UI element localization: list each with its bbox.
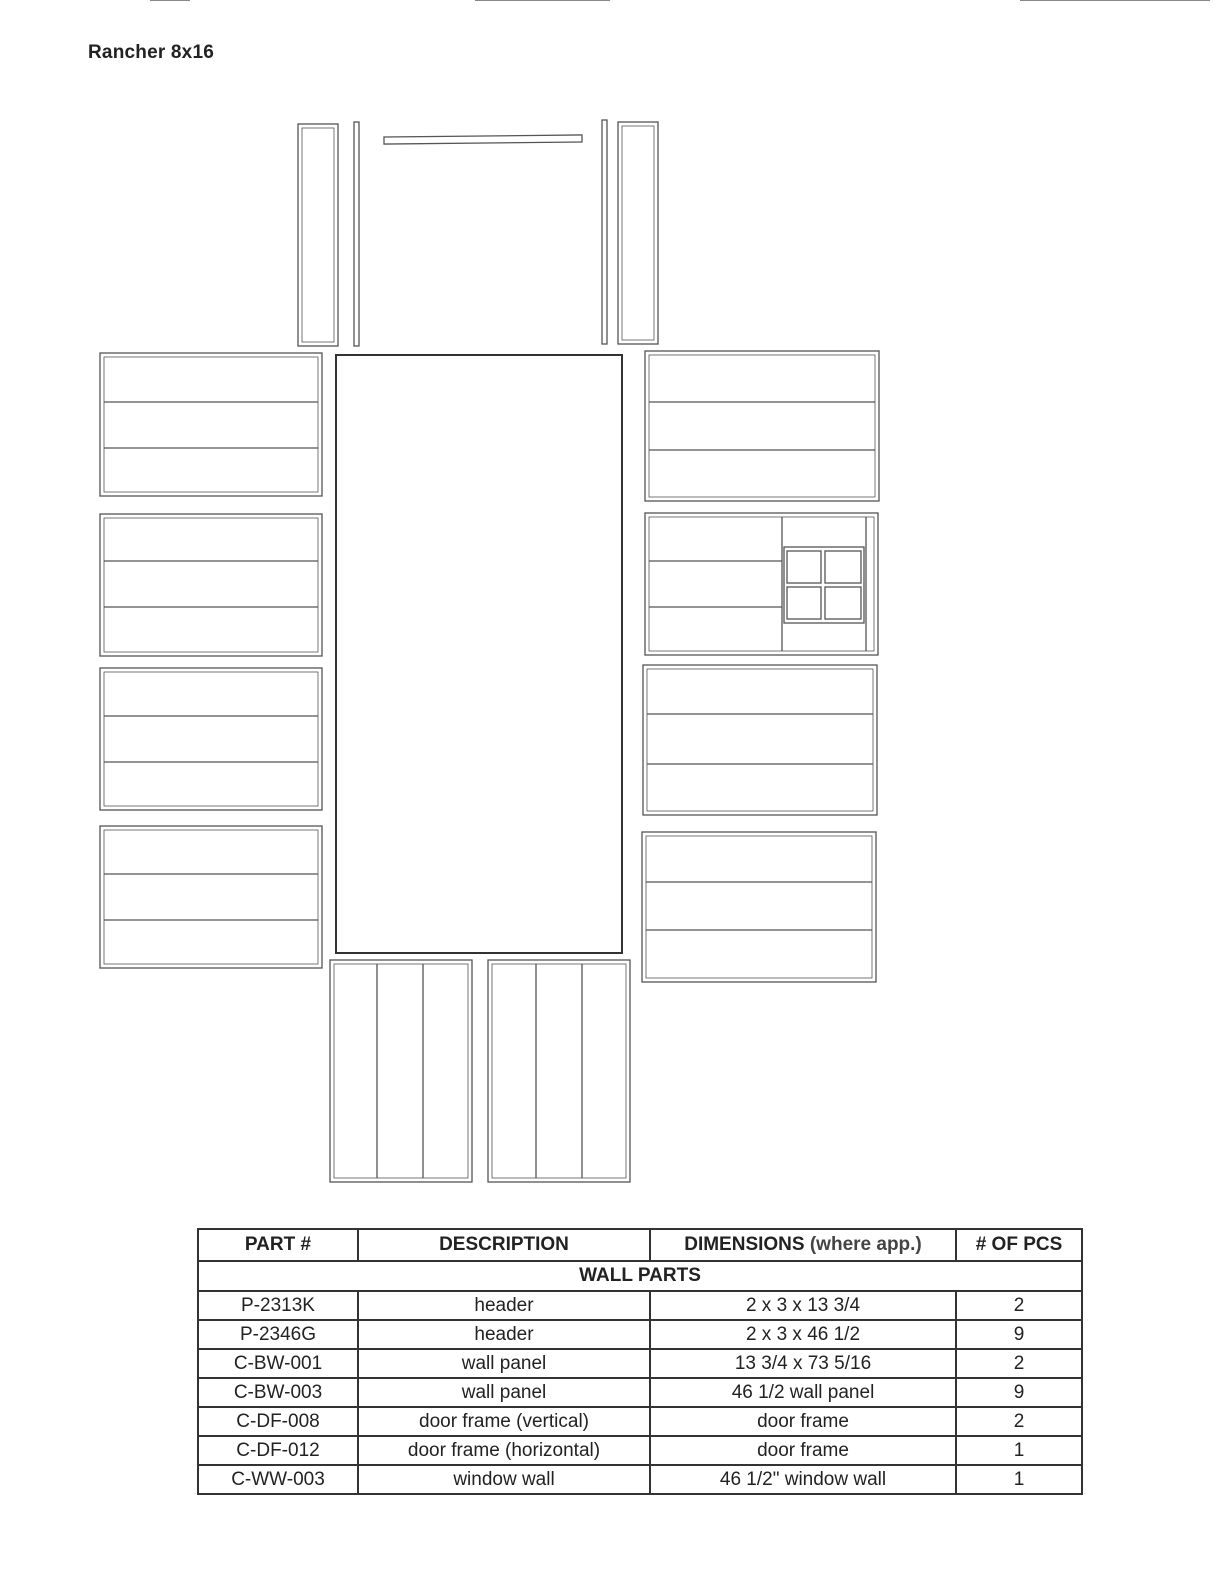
header-dimensions-note: (where app.) — [809, 1234, 922, 1255]
narrow-wall-panel-left — [298, 124, 338, 346]
window-panes — [787, 551, 861, 619]
parts-table — [197, 1228, 1083, 1495]
cell-description: wall panel — [358, 1378, 650, 1407]
header-dimensions — [650, 1229, 956, 1261]
cell-dimensions: 46 1/2 wall panel — [650, 1378, 956, 1407]
table-header-row — [198, 1229, 1082, 1261]
cell-description: door frame (vertical) — [358, 1407, 650, 1436]
section-title: WALL PARTS — [198, 1261, 1082, 1291]
cell-dimensions: 13 3/4 x 73 5/16 — [650, 1349, 956, 1378]
floor-panel — [336, 355, 622, 953]
cell-part-number: C-WW-003 — [198, 1465, 358, 1494]
window-wall-panel — [645, 513, 878, 655]
table-row — [198, 1291, 1082, 1320]
cell-description: window wall — [358, 1465, 650, 1494]
narrow-wall-panel-right — [618, 122, 658, 344]
wall-panel-right-3 — [642, 832, 876, 982]
wall-panel-right-2 — [643, 665, 877, 815]
header-pieces: # OF PCS — [956, 1229, 1082, 1261]
header-dimensions-label: DIMENSIONS — [684, 1234, 805, 1255]
cell-description: wall panel — [358, 1349, 650, 1378]
door-frame-vertical-left — [354, 122, 359, 346]
header-part-number: PART # — [198, 1229, 358, 1261]
cell-dimensions: 2 x 3 x 13 3/4 — [650, 1291, 956, 1320]
table-row — [198, 1407, 1082, 1436]
cell-description: header — [358, 1320, 650, 1349]
cell-pieces: 1 — [956, 1436, 1082, 1465]
cell-pieces: 2 — [956, 1407, 1082, 1436]
cell-description: header — [358, 1291, 650, 1320]
cell-dimensions: 46 1/2" window wall — [650, 1465, 956, 1494]
cell-dimensions: door frame — [650, 1436, 956, 1465]
cell-description: door frame (horizontal) — [358, 1436, 650, 1465]
page-title: Rancher 8x16 — [88, 42, 214, 63]
wall-panel-left-2 — [100, 514, 322, 656]
cell-pieces: 1 — [956, 1465, 1082, 1494]
cell-part-number: P-2346G — [198, 1320, 358, 1349]
wall-panel-left-3 — [100, 668, 322, 810]
wall-panel-bottom-left — [330, 960, 472, 1182]
section-row — [198, 1261, 1082, 1291]
wall-panel-right-1 — [645, 351, 879, 501]
cell-pieces: 9 — [956, 1378, 1082, 1407]
table-row — [198, 1349, 1082, 1378]
table-row — [198, 1465, 1082, 1494]
cell-pieces: 2 — [956, 1291, 1082, 1320]
table-row — [198, 1320, 1082, 1349]
cell-part-number: P-2313K — [198, 1291, 358, 1320]
cell-dimensions: 2 x 3 x 46 1/2 — [650, 1320, 956, 1349]
table-row — [198, 1436, 1082, 1465]
door-frame-horizontal — [384, 135, 582, 144]
cell-part-number: C-DF-008 — [198, 1407, 358, 1436]
door-frame-vertical-right — [602, 120, 607, 344]
wall-panel-left-1 — [100, 353, 322, 496]
cell-dimensions: door frame — [650, 1407, 956, 1436]
cell-part-number: C-BW-003 — [198, 1378, 358, 1407]
table-row — [198, 1378, 1082, 1407]
cell-pieces: 9 — [956, 1320, 1082, 1349]
cell-part-number: C-BW-001 — [198, 1349, 358, 1378]
cell-pieces: 2 — [956, 1349, 1082, 1378]
cell-part-number: C-DF-012 — [198, 1436, 358, 1465]
header-description: DESCRIPTION — [358, 1229, 650, 1261]
wall-panel-left-4 — [100, 826, 322, 968]
wall-panel-bottom-right — [488, 960, 630, 1182]
